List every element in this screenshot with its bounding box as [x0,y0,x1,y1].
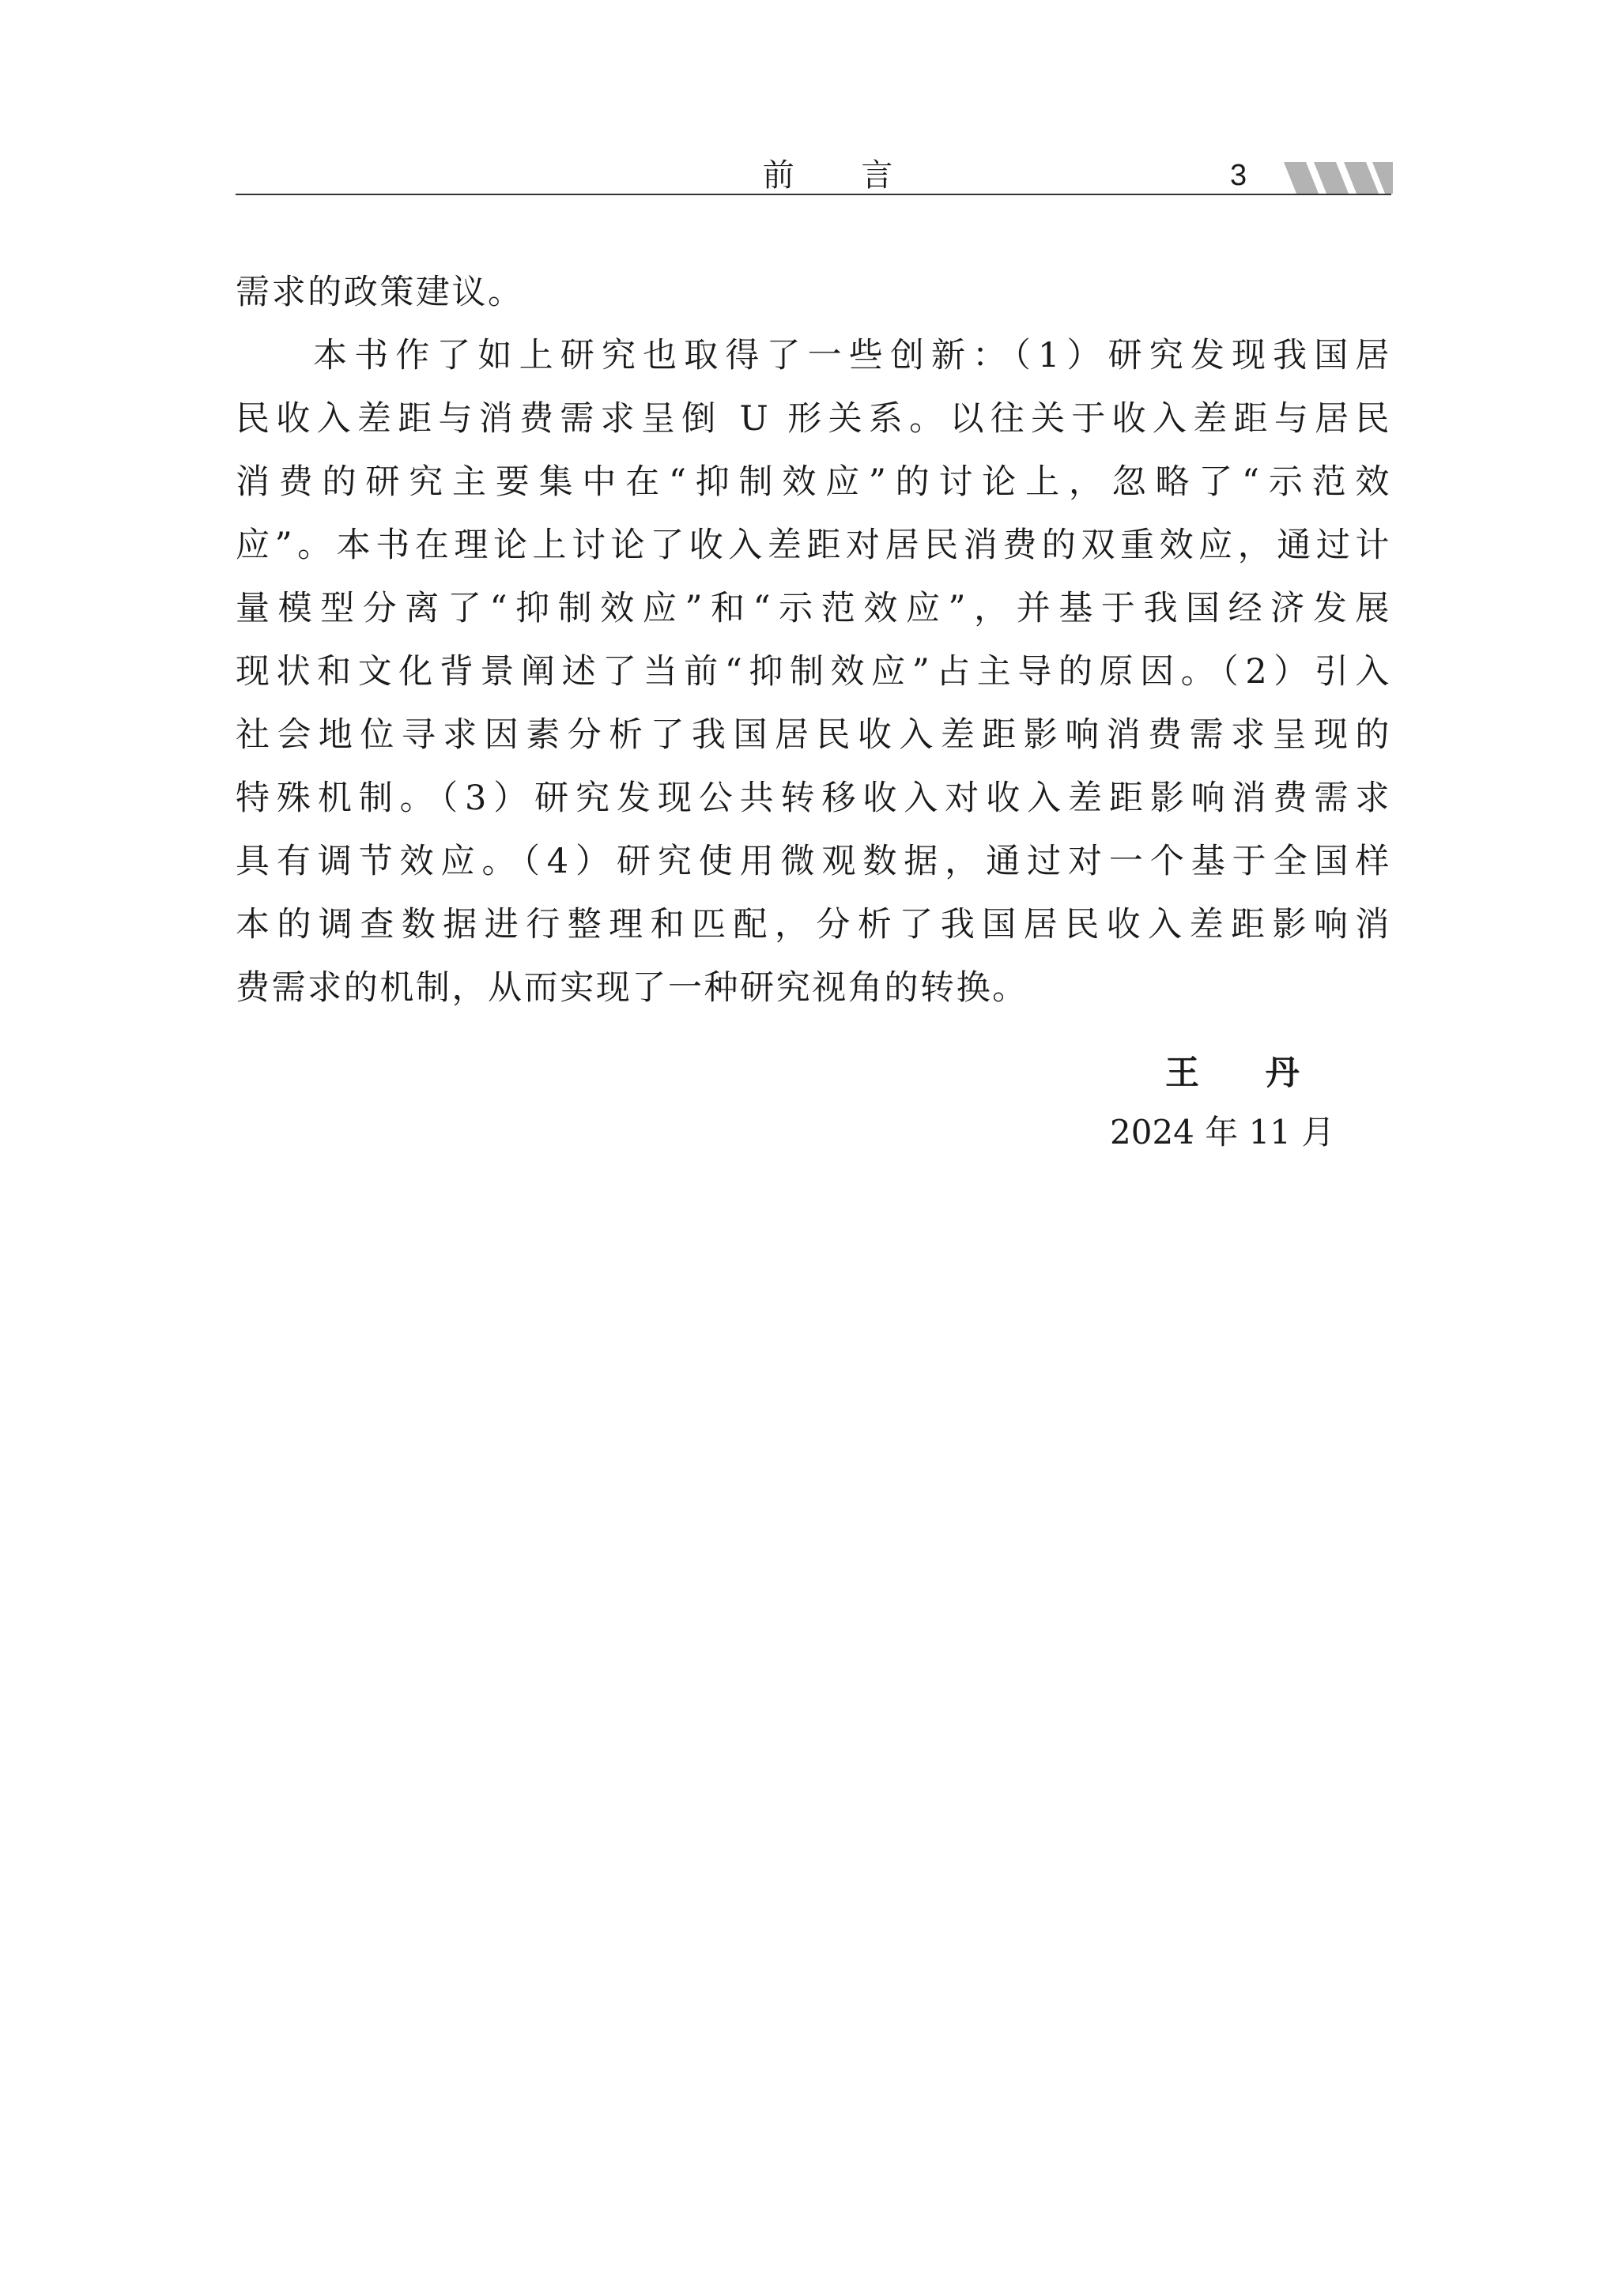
page-number: 3 [1230,159,1247,192]
paragraph-line: 量模型分离了“抑制效应”和“示范效应”，并基于我国经济发展 [236,589,1391,628]
preface-body [236,261,1391,1020]
paragraph-line: 具有调节效应。（4）研究使用微观数据，通过对一个基于全国样 [236,842,1391,881]
header-rule [236,194,1391,195]
running-header [236,155,1391,196]
author-signature: 王 丹 [1165,1054,1327,1093]
paragraph-line: 特殊机制。（3）研究发现公共转移收入对收入差距影响消费需求 [236,779,1391,818]
paragraph-line: 民收入差距与消费需求呈倒 U 形关系。以往关于收入差距与居民 [236,399,1391,439]
paragraph-line: 本的调查数据进行整理和匹配，分析了我国居民收入差距影响消 [236,905,1391,944]
decorative-stripes-icon [1273,162,1393,194]
paragraph-line: 应”。本书在理论上讨论了收入差距对居民消费的双重效应，通过计 [236,526,1391,565]
header-title: 前 言 [762,157,922,194]
paragraph-line: 社会地位寻求因素分析了我国居民收入差距影响消费需求呈现的 [236,715,1391,755]
paragraph-line: 本书作了如上研究也取得了一些创新：（1）研究发现我国居 [313,336,1391,375]
paragraph-line: 现状和文化背景阐述了当前“抑制效应”占主导的原因。（2）引入 [236,652,1391,692]
signature-date: 2024 年 11 月 [1110,1113,1335,1152]
paragraph-line: 消费的研究主要集中在“抑制效应”的讨论上，忽略了“示范效 [236,462,1391,502]
paragraph-line: 需求的政策建议。 [236,273,524,312]
paragraph-line: 费需求的机制，从而实现了一种研究视角的转换。 [236,968,1028,1008]
